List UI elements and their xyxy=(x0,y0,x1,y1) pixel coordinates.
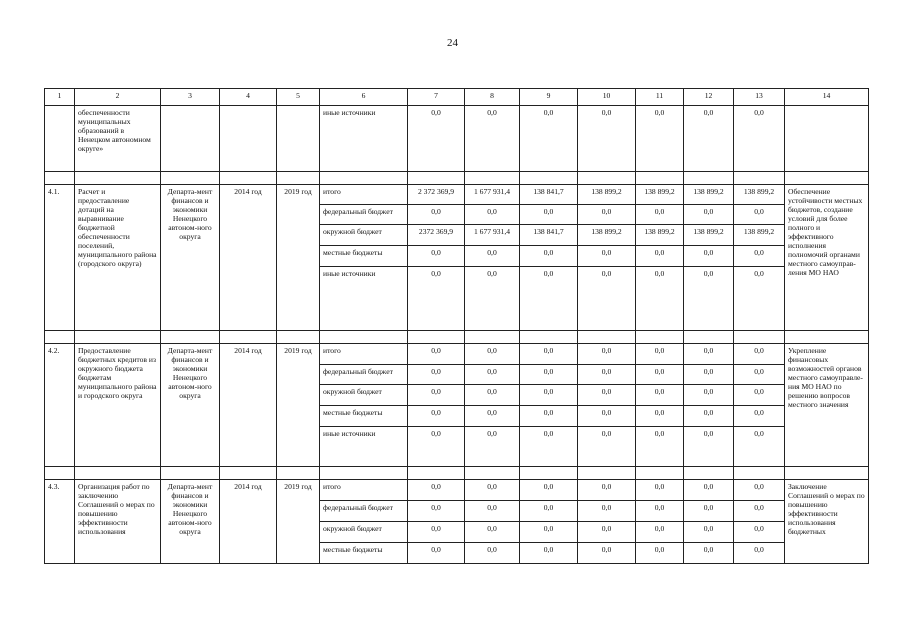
funding-source: окружной бюджет xyxy=(320,522,408,543)
spacer-cell xyxy=(220,331,277,344)
spacer-cell xyxy=(220,467,277,480)
spacer-cell xyxy=(734,172,785,185)
funding-value: 0,0 xyxy=(684,501,734,522)
funding-value: 138 899,2 xyxy=(636,185,684,205)
funding-value: 138 899,2 xyxy=(684,185,734,205)
funding-value: 0,0 xyxy=(734,365,785,385)
column-header: 4 xyxy=(220,89,277,106)
spacer-cell xyxy=(578,331,636,344)
spacer-cell xyxy=(161,331,220,344)
funding-value: 0,0 xyxy=(636,106,684,172)
funding-value: 0,0 xyxy=(636,267,684,331)
funding-value: 0,0 xyxy=(636,205,684,225)
funding-source: иные источники xyxy=(320,267,408,331)
funding-value: 138 899,2 xyxy=(734,185,785,205)
row-number: 4.3. xyxy=(45,480,75,564)
start-year: 2014 год xyxy=(220,344,277,467)
funding-value: 138 899,2 xyxy=(636,225,684,246)
funding-value: 0,0 xyxy=(578,385,636,406)
spacer-cell xyxy=(75,331,161,344)
table-body xyxy=(45,89,869,564)
funding-value: 0,0 xyxy=(520,501,578,522)
spacer-cell xyxy=(161,172,220,185)
funding-value: 0,0 xyxy=(578,106,636,172)
funding-value: 138 899,2 xyxy=(578,225,636,246)
funding-value: 2 372 369,9 xyxy=(408,185,465,205)
funding-value: 2372 369,9 xyxy=(408,225,465,246)
funding-value: 0,0 xyxy=(520,246,578,267)
activity-name: Организация работ по заключению Соглашений о мерах по повышению эффективности использования xyxy=(75,480,161,564)
spacer-cell xyxy=(520,331,578,344)
funding-value: 0,0 xyxy=(520,543,578,564)
funding-value: 0,0 xyxy=(734,480,785,501)
funding-value: 0,0 xyxy=(684,246,734,267)
spacer-cell xyxy=(684,331,734,344)
funding-value: 0,0 xyxy=(408,246,465,267)
funding-value: 0,0 xyxy=(734,344,785,365)
funding-value: 0,0 xyxy=(465,365,520,385)
spacer-cell xyxy=(45,467,75,480)
spacer-cell xyxy=(277,172,320,185)
funding-value: 0,0 xyxy=(465,480,520,501)
spacer-cell xyxy=(320,467,408,480)
spacer-cell xyxy=(636,467,684,480)
end-year: 2019 год xyxy=(277,480,320,564)
column-header: 8 xyxy=(465,89,520,106)
funding-value: 138 899,2 xyxy=(734,225,785,246)
funding-value: 0,0 xyxy=(684,365,734,385)
program-table xyxy=(44,88,869,564)
funding-value: 0,0 xyxy=(408,427,465,467)
funding-value: 0,0 xyxy=(636,385,684,406)
funding-source: итого xyxy=(320,344,408,365)
column-header: 13 xyxy=(734,89,785,106)
funding-value: 138 841,7 xyxy=(520,225,578,246)
spacer-cell xyxy=(785,172,869,185)
funding-value: 0,0 xyxy=(734,522,785,543)
funding-value: 0,0 xyxy=(520,480,578,501)
page-number: 24 xyxy=(447,37,458,49)
funding-value: 0,0 xyxy=(465,385,520,406)
funding-value: 0,0 xyxy=(636,365,684,385)
spacer-cell xyxy=(684,172,734,185)
funding-source: местные бюджеты xyxy=(320,406,408,427)
funding-value: 0,0 xyxy=(734,543,785,564)
table-row xyxy=(45,480,869,501)
funding-source: местные бюджеты xyxy=(320,543,408,564)
funding-value: 0,0 xyxy=(465,406,520,427)
spacer-cell xyxy=(75,172,161,185)
funding-value: 0,0 xyxy=(636,344,684,365)
spacer-cell xyxy=(578,172,636,185)
funding-value: 0,0 xyxy=(408,106,465,172)
funding-value: 0,0 xyxy=(408,385,465,406)
funding-value: 0,0 xyxy=(734,205,785,225)
funding-value: 0,0 xyxy=(408,365,465,385)
funding-value: 0,0 xyxy=(684,344,734,365)
row-number xyxy=(45,106,75,172)
column-header: 5 xyxy=(277,89,320,106)
funding-value: 0,0 xyxy=(465,205,520,225)
spacer-cell xyxy=(277,467,320,480)
spacer-cell xyxy=(408,331,465,344)
funding-value: 0,0 xyxy=(465,344,520,365)
spacer-cell xyxy=(785,331,869,344)
funding-value: 0,0 xyxy=(465,522,520,543)
funding-value: 0,0 xyxy=(520,344,578,365)
spacer-cell xyxy=(465,331,520,344)
funding-value: 138 841,7 xyxy=(520,185,578,205)
column-header: 10 xyxy=(578,89,636,106)
spacer-cell xyxy=(220,172,277,185)
spacer-cell xyxy=(636,172,684,185)
executor: Департа-мент финансов и экономики Ненецкого автоном-ного округа xyxy=(161,344,220,467)
funding-value: 0,0 xyxy=(578,480,636,501)
funding-value: 0,0 xyxy=(408,406,465,427)
end-year xyxy=(277,106,320,172)
column-header: 9 xyxy=(520,89,578,106)
header-row xyxy=(45,89,869,106)
activity-name: Предоставление бюджетных кредитов из окружного бюджета бюджетам муниципального района и городского округа xyxy=(75,344,161,467)
column-header: 1 xyxy=(45,89,75,106)
start-year: 2014 год xyxy=(220,185,277,331)
start-year: 2014 год xyxy=(220,480,277,564)
table-row xyxy=(45,344,869,365)
spacer-cell xyxy=(161,467,220,480)
funding-source: федеральный бюджет xyxy=(320,501,408,522)
funding-value: 0,0 xyxy=(734,501,785,522)
spacer-cell xyxy=(277,331,320,344)
funding-value: 0,0 xyxy=(734,246,785,267)
funding-value: 0,0 xyxy=(520,267,578,331)
funding-value: 0,0 xyxy=(578,344,636,365)
funding-value: 0,0 xyxy=(578,267,636,331)
column-header: 14 xyxy=(785,89,869,106)
activity-name: Расчет и предоставление дотаций на выравнивание бюджетной обеспеченности поселений, муниципального района (городского округа) xyxy=(75,185,161,331)
expected-result: Обеспечение устойчивости местных бюджетов, создание условий для более полного и эффективного исполнения полномочий органами местного самоуправ-ления МО НАО xyxy=(785,185,869,331)
spacer-cell xyxy=(465,467,520,480)
funding-value: 0,0 xyxy=(520,427,578,467)
column-header: 11 xyxy=(636,89,684,106)
funding-value: 0,0 xyxy=(636,246,684,267)
table-row xyxy=(45,185,869,205)
funding-value: 0,0 xyxy=(520,385,578,406)
spacer-cell xyxy=(578,467,636,480)
start-year xyxy=(220,106,277,172)
spacer-row xyxy=(45,172,869,185)
spacer-cell xyxy=(75,467,161,480)
funding-value: 0,0 xyxy=(636,522,684,543)
funding-value: 0,0 xyxy=(465,543,520,564)
funding-value: 0,0 xyxy=(408,267,465,331)
funding-value: 0,0 xyxy=(578,406,636,427)
funding-value: 0,0 xyxy=(408,522,465,543)
end-year: 2019 год xyxy=(277,185,320,331)
funding-source: итого xyxy=(320,480,408,501)
spacer-cell xyxy=(785,467,869,480)
funding-value: 0,0 xyxy=(408,501,465,522)
table-row xyxy=(45,106,869,172)
spacer-cell xyxy=(45,331,75,344)
funding-source: окружной бюджет xyxy=(320,385,408,406)
column-header: 12 xyxy=(684,89,734,106)
funding-source: местные бюджеты xyxy=(320,246,408,267)
funding-value: 0,0 xyxy=(684,543,734,564)
funding-value: 0,0 xyxy=(636,480,684,501)
spacer-cell xyxy=(520,172,578,185)
funding-value: 0,0 xyxy=(636,406,684,427)
funding-value: 0,0 xyxy=(578,365,636,385)
funding-source: иные источники xyxy=(320,427,408,467)
funding-value: 0,0 xyxy=(734,406,785,427)
funding-value: 0,0 xyxy=(578,427,636,467)
funding-value: 0,0 xyxy=(408,344,465,365)
spacer-cell xyxy=(408,467,465,480)
funding-value: 0,0 xyxy=(684,205,734,225)
funding-value: 0,0 xyxy=(684,522,734,543)
column-header: 3 xyxy=(161,89,220,106)
funding-value: 138 899,2 xyxy=(578,185,636,205)
executor: Департа-мент финансов и экономики Ненецкого автоном-ного округа xyxy=(161,185,220,331)
executor: Департа-мент финансов и экономики Ненецкого автоном-ного округа xyxy=(161,480,220,564)
funding-value: 0,0 xyxy=(465,267,520,331)
expected-result: Укрепление финансовых возможностей органов местного самоуправле-ния МО НАО по решению вопросов местного значения xyxy=(785,344,869,467)
funding-value: 0,0 xyxy=(578,246,636,267)
funding-value: 0,0 xyxy=(408,205,465,225)
funding-value: 0,0 xyxy=(684,385,734,406)
spacer-cell xyxy=(320,331,408,344)
funding-value: 0,0 xyxy=(684,427,734,467)
expected-result: Заключение Соглашений о мерах по повышению эффективности использования бюджетных xyxy=(785,480,869,564)
funding-value: 0,0 xyxy=(734,267,785,331)
spacer-cell xyxy=(636,331,684,344)
funding-value: 0,0 xyxy=(734,385,785,406)
activity-name: обеспеченности муниципальных образований в Ненецком автономном округе» xyxy=(75,106,161,172)
spacer-cell xyxy=(408,172,465,185)
funding-value: 0,0 xyxy=(684,480,734,501)
row-number: 4.1. xyxy=(45,185,75,331)
row-number: 4.2. xyxy=(45,344,75,467)
funding-value: 0,0 xyxy=(684,106,734,172)
column-header: 2 xyxy=(75,89,161,106)
funding-value: 138 899,2 xyxy=(684,225,734,246)
funding-value: 1 677 931,4 xyxy=(465,225,520,246)
spacer-cell xyxy=(320,172,408,185)
funding-value: 0,0 xyxy=(520,365,578,385)
spacer-cell xyxy=(734,467,785,480)
funding-value: 0,0 xyxy=(465,246,520,267)
funding-source: итого xyxy=(320,185,408,205)
funding-value: 0,0 xyxy=(578,205,636,225)
funding-value: 0,0 xyxy=(520,522,578,543)
spacer-cell xyxy=(465,172,520,185)
funding-value: 0,0 xyxy=(465,501,520,522)
executor xyxy=(161,106,220,172)
spacer-row xyxy=(45,331,869,344)
funding-value: 0,0 xyxy=(465,106,520,172)
funding-value: 1 677 931,4 xyxy=(465,185,520,205)
funding-value: 0,0 xyxy=(520,106,578,172)
funding-value: 0,0 xyxy=(636,501,684,522)
funding-value: 0,0 xyxy=(520,205,578,225)
funding-value: 0,0 xyxy=(408,480,465,501)
funding-value: 0,0 xyxy=(636,543,684,564)
funding-value: 0,0 xyxy=(734,427,785,467)
spacer-row xyxy=(45,467,869,480)
spacer-cell xyxy=(734,331,785,344)
column-header: 7 xyxy=(408,89,465,106)
funding-value: 0,0 xyxy=(520,406,578,427)
funding-source: федеральный бюджет xyxy=(320,365,408,385)
column-header: 6 xyxy=(320,89,408,106)
end-year: 2019 год xyxy=(277,344,320,467)
funding-value: 0,0 xyxy=(684,267,734,331)
funding-value: 0,0 xyxy=(734,106,785,172)
expected-result xyxy=(785,106,869,172)
funding-source: окружной бюджет xyxy=(320,225,408,246)
spacer-cell xyxy=(45,172,75,185)
spacer-cell xyxy=(520,467,578,480)
funding-source: иные источники xyxy=(320,106,408,172)
funding-value: 0,0 xyxy=(578,543,636,564)
spacer-cell xyxy=(684,467,734,480)
funding-value: 0,0 xyxy=(578,522,636,543)
funding-value: 0,0 xyxy=(578,501,636,522)
funding-value: 0,0 xyxy=(636,427,684,467)
funding-value: 0,0 xyxy=(684,406,734,427)
funding-source: федеральный бюджет xyxy=(320,205,408,225)
funding-value: 0,0 xyxy=(465,427,520,467)
funding-value: 0,0 xyxy=(408,543,465,564)
